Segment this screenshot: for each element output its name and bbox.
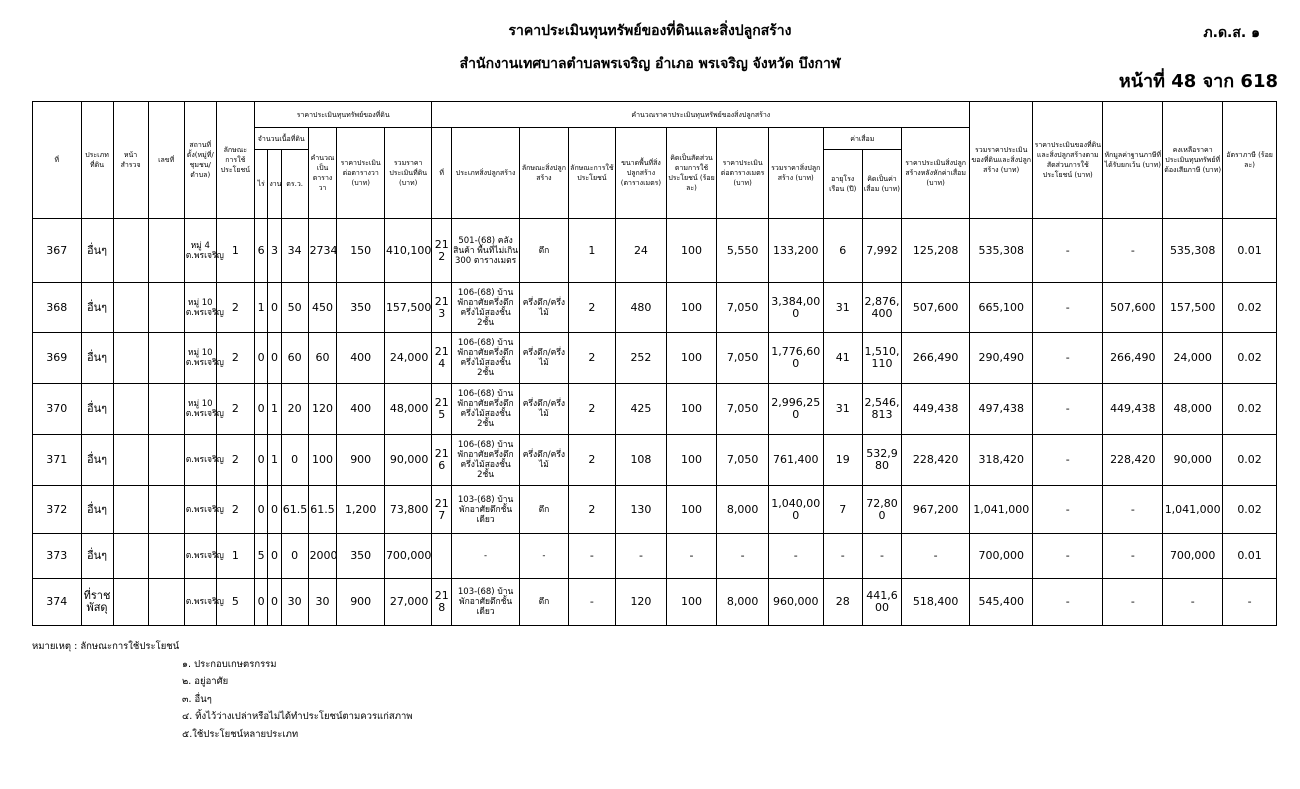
row-age: 7: [823, 486, 862, 534]
row-number: [148, 486, 184, 534]
row-total: 545,400: [970, 579, 1033, 626]
row-bldg-no: 214: [432, 333, 452, 384]
col-bldg-no: ที่: [432, 128, 452, 219]
col-group-area: จำนวนเนื้อที่ดิน: [254, 128, 308, 150]
col-ngan: งาน: [268, 150, 281, 219]
row-rai: 0: [254, 579, 267, 626]
row-bldg-area: 108: [616, 435, 667, 486]
row-rai: 0: [254, 384, 267, 435]
row-use-ratio: 100: [666, 384, 717, 435]
row-bldg-character: ครึ่งตึก/ครึ่งไม้: [520, 384, 569, 435]
table-row: [33, 486, 1277, 534]
col-bldg-use: ลักษณะการใช้ประโยชน์: [568, 128, 615, 219]
row-sqwa: 0: [281, 435, 308, 486]
row-tax-rate: 0.01: [1223, 534, 1277, 579]
row-bldg-use: 2: [568, 486, 615, 534]
col-group-building-price: คำนวณราคาประเมินทุนทรัพย์ของสิ่งปลูกสร้าง: [432, 102, 970, 128]
row-price-per-sqwa: 150: [337, 219, 384, 283]
row-price-per-sqm: 5,550: [717, 219, 769, 283]
row-dep-amount: 7,992: [862, 219, 901, 283]
row-no: 372: [33, 486, 82, 534]
row-taxable: -: [1163, 579, 1223, 626]
row-bldg-use: -: [568, 534, 615, 579]
row-sqwa: 20: [281, 384, 308, 435]
row-land-type: อื่นๆ: [81, 384, 113, 435]
row-total: 665,100: [970, 283, 1033, 333]
col-sqwa: ตร.ว.: [281, 150, 308, 219]
row-dep-amount: 441,600: [862, 579, 901, 626]
col-taxable: คงเหลือราคาประเมินทุนทรัพย์ที่ต้องเสียภาษี (บาท): [1163, 102, 1223, 219]
row-bldg-use: 2: [568, 283, 615, 333]
row-calc-sqwa: 60: [308, 333, 337, 384]
row-tax-rate: 0.02: [1223, 333, 1277, 384]
row-ratio-price: -: [1033, 435, 1103, 486]
table-row: [33, 435, 1277, 486]
row-deduction: 507,600: [1103, 283, 1163, 333]
row-bldg-after-dep: -: [902, 534, 970, 579]
row-bldg-use: -: [568, 579, 615, 626]
row-taxable: 157,500: [1163, 283, 1223, 333]
row-location: ต.พรเจริญ: [184, 435, 216, 486]
row-total: 1,041,000: [970, 486, 1033, 534]
row-price-per-sqm: 8,000: [717, 486, 769, 534]
row-dep-amount: -: [862, 534, 901, 579]
note-item: ๓. อื่นๆ: [182, 693, 212, 705]
row-bldg-total: 761,400: [768, 435, 823, 486]
row-taxable: 48,000: [1163, 384, 1223, 435]
col-price-per-sqm: ราคาประเมินต่อตารางเมตร (บาท): [717, 128, 769, 219]
row-age: -: [823, 534, 862, 579]
row-no: 368: [33, 283, 82, 333]
row-bldg-character: ตึก: [520, 219, 569, 283]
row-bldg-no: 216: [432, 435, 452, 486]
row-bldg-type: 501-(68) คลังสินค้า พื้นที่ไม่เกิน 300 ตารางเมตร: [452, 219, 520, 283]
page-indicator: หน้าที่ 48 จาก 618: [1118, 71, 1278, 92]
row-bldg-total: 133,200: [768, 219, 823, 283]
row-no: 367: [33, 219, 82, 283]
notes-label: หมายเหตุ : ลักษณะการใช้ประโยชน์: [32, 641, 180, 652]
row-deduction: 228,420: [1103, 435, 1163, 486]
row-ngan: 0: [268, 333, 281, 384]
row-total: 497,438: [970, 384, 1033, 435]
row-sqwa: 34: [281, 219, 308, 283]
row-bldg-total: -: [768, 534, 823, 579]
row-sqwa: 61.5: [281, 486, 308, 534]
col-use-ratio: คิดเป็นสัดส่วนตามการใช้ประโยชน์ (ร้อยละ): [666, 128, 717, 219]
row-no: 374: [33, 579, 82, 626]
row-bldg-after-dep: 266,490: [902, 333, 970, 384]
row-ratio-price: -: [1033, 486, 1103, 534]
row-bldg-area: 425: [616, 384, 667, 435]
row-bldg-type: 106-(68) บ้านพักอาศัยครึ่งตึกครึ่งไม้สองชั้น 2ชั้น: [452, 283, 520, 333]
row-bldg-character: ครึ่งตึก/ครึ่งไม้: [520, 283, 569, 333]
row-bldg-type: 103-(68) บ้านพักอาศัยตึกชั้นเดียว: [452, 579, 520, 626]
row-price-per-sqm: 7,050: [717, 283, 769, 333]
row-deduction: 449,438: [1103, 384, 1163, 435]
assessment-table: [32, 101, 1277, 626]
col-location: สถานที่ตั้ง(หมู่ที่/ชุมชน/ตำบล): [184, 102, 216, 219]
row-ratio-price: -: [1033, 579, 1103, 626]
row-land-type: อื่นๆ: [81, 534, 113, 579]
row-tax-rate: 0.01: [1223, 219, 1277, 283]
note-item: ๒. อยู่อาศัย: [182, 676, 229, 688]
row-bldg-use: 1: [568, 219, 615, 283]
row-land-total: 90,000: [384, 435, 431, 486]
row-land-type: อื่นๆ: [81, 486, 113, 534]
row-bldg-total: 2,996,250: [768, 384, 823, 435]
row-ngan: 0: [268, 486, 281, 534]
col-land-type: ประเภทที่ดิน: [81, 102, 113, 219]
row-bldg-character: ครึ่งตึก/ครึ่งไม้: [520, 435, 569, 486]
row-ngan: 1: [268, 435, 281, 486]
row-sqwa: 50: [281, 283, 308, 333]
row-use-ratio: 100: [666, 333, 717, 384]
row-deduction: -: [1103, 486, 1163, 534]
row-use-ratio: 100: [666, 579, 717, 626]
row-taxable: 24,000: [1163, 333, 1223, 384]
row-use: 2: [216, 333, 254, 384]
row-rai: 5: [254, 534, 267, 579]
row-bldg-type: 106-(68) บ้านพักอาศัยครึ่งตึกครึ่งไม้สองชั้น 2ชั้น: [452, 333, 520, 384]
row-bldg-type: 106-(68) บ้านพักอาศัยครึ่งตึกครึ่งไม้สองชั้น 2ชั้น: [452, 435, 520, 486]
row-bldg-no: 215: [432, 384, 452, 435]
row-bldg-no: [432, 534, 452, 579]
row-bldg-area: 120: [616, 579, 667, 626]
row-bldg-no: 213: [432, 283, 452, 333]
row-price-per-sqwa: 900: [337, 435, 384, 486]
row-land-total: 157,500: [384, 283, 431, 333]
col-bldg-type: ประเภทสิ่งปลูกสร้าง: [452, 128, 520, 219]
row-number: [148, 283, 184, 333]
report-title: ราคาประเมินทุนทรัพย์ของที่ดินและสิ่งปลูกสร้าง: [508, 23, 792, 39]
row-age: 31: [823, 384, 862, 435]
row-use-ratio: -: [666, 534, 717, 579]
row-location: หมู่ 4 ต.พรเจริญ: [184, 219, 216, 283]
row-land-total: 27,000: [384, 579, 431, 626]
row-tax-rate: 0.02: [1223, 435, 1277, 486]
row-total: 700,000: [970, 534, 1033, 579]
row-sqwa: 60: [281, 333, 308, 384]
row-no: 370: [33, 384, 82, 435]
row-bldg-after-dep: 449,438: [902, 384, 970, 435]
note-item: ๔. ทิ้งไว้ว่างเปล่าหรือไม่ได้ทำประโยชน์ตามควรแก่สภาพ: [182, 711, 413, 723]
row-ratio-price: -: [1033, 534, 1103, 579]
table-row: [33, 534, 1277, 579]
row-total: 290,490: [970, 333, 1033, 384]
row-rai: 6: [254, 219, 267, 283]
row-price-per-sqwa: 350: [337, 534, 384, 579]
table-row: [33, 579, 1277, 626]
row-age: 19: [823, 435, 862, 486]
row-taxable: 700,000: [1163, 534, 1223, 579]
row-dep-amount: 2,546,813: [862, 384, 901, 435]
row-bldg-no: 217: [432, 486, 452, 534]
row-bldg-total: 3,384,000: [768, 283, 823, 333]
row-location: ต.พรเจริญ: [184, 579, 216, 626]
row-bldg-after-dep: 518,400: [902, 579, 970, 626]
row-bldg-no: 218: [432, 579, 452, 626]
col-bldg-area: ขนาดพื้นที่สิ่งปลูกสร้าง (ตารางเมตร): [616, 128, 667, 219]
row-price-per-sqwa: 400: [337, 384, 384, 435]
col-dep-amount: คิดเป็นค่าเสื่อม (บาท): [862, 150, 901, 219]
row-price-per-sqwa: 400: [337, 333, 384, 384]
row-tax-rate: 0.02: [1223, 283, 1277, 333]
row-dep-amount: 1,510,110: [862, 333, 901, 384]
row-location: ต.พรเจริญ: [184, 486, 216, 534]
row-calc-sqwa: 120: [308, 384, 337, 435]
col-total-land-price: รวมราคาประเมินที่ดิน (บาท): [384, 128, 431, 219]
row-bldg-area: 130: [616, 486, 667, 534]
row-taxable: 90,000: [1163, 435, 1223, 486]
row-land-total: 410,100: [384, 219, 431, 283]
row-ratio-price: -: [1033, 219, 1103, 283]
row-use-ratio: 100: [666, 486, 717, 534]
col-group-depreciation: ค่าเสื่อม: [823, 128, 901, 150]
row-use-ratio: 100: [666, 435, 717, 486]
row-use: 2: [216, 435, 254, 486]
row-land-type: อื่นๆ: [81, 283, 113, 333]
row-dep-amount: 532,980: [862, 435, 901, 486]
col-bldg-total: รวมราคาสิ่งปลูกสร้าง (บาท): [768, 128, 823, 219]
row-rai: 0: [254, 486, 267, 534]
row-tax-rate: -: [1223, 579, 1277, 626]
row-bldg-total: 1,776,600: [768, 333, 823, 384]
col-ratio-price: ราคาประเมินของที่ดินและสิ่งปลูกสร้างตามสัดส่วนการใช้ประโยชน์ (บาท): [1033, 102, 1103, 219]
row-no: 369: [33, 333, 82, 384]
col-calc-sqwa: คำนวณเป็นตารางวา: [308, 128, 337, 219]
row-survey: [113, 579, 148, 626]
row-age: 6: [823, 219, 862, 283]
row-land-type: ที่ราชพัสดุ: [81, 579, 113, 626]
row-rai: 0: [254, 333, 267, 384]
row-survey: [113, 219, 148, 283]
row-price-per-sqwa: 350: [337, 283, 384, 333]
row-ratio-price: -: [1033, 333, 1103, 384]
row-sqwa: 0: [281, 534, 308, 579]
row-bldg-total: 960,000: [768, 579, 823, 626]
row-bldg-character: -: [520, 534, 569, 579]
row-land-total: 48,000: [384, 384, 431, 435]
col-number: เลขที่: [148, 102, 184, 219]
col-rai: ไร่: [254, 150, 267, 219]
row-tax-rate: 0.02: [1223, 486, 1277, 534]
row-tax-rate: 0.02: [1223, 384, 1277, 435]
row-land-total: 73,800: [384, 486, 431, 534]
row-ngan: 0: [268, 579, 281, 626]
row-calc-sqwa: 2000: [308, 534, 337, 579]
row-rai: 0: [254, 435, 267, 486]
row-no: 373: [33, 534, 82, 579]
row-use: 1: [216, 534, 254, 579]
row-age: 41: [823, 333, 862, 384]
row-taxable: 535,308: [1163, 219, 1223, 283]
table-row: [33, 219, 1277, 283]
row-ratio-price: -: [1033, 283, 1103, 333]
row-survey: [113, 333, 148, 384]
col-no: ที่: [33, 102, 82, 219]
row-number: [148, 384, 184, 435]
row-bldg-character: ตึก: [520, 486, 569, 534]
row-use: 2: [216, 384, 254, 435]
row-number: [148, 435, 184, 486]
row-deduction: -: [1103, 534, 1163, 579]
row-dep-amount: 72,800: [862, 486, 901, 534]
row-number: [148, 534, 184, 579]
report-subtitle: สำนักงานเทศบาลตำบลพรเจริญ อำเภอ พรเจริญ จังหวัด บึงกาฬ: [459, 56, 841, 72]
col-use-type: ลักษณะการใช้ประโยชน์: [216, 102, 254, 219]
table-row: [33, 283, 1277, 333]
col-deduction: หักมูลค่าฐานภาษีที่ได้รับยกเว้น (บาท): [1103, 102, 1163, 219]
row-survey: [113, 384, 148, 435]
row-dep-amount: 2,876,400: [862, 283, 901, 333]
row-no: 371: [33, 435, 82, 486]
row-age: 31: [823, 283, 862, 333]
row-calc-sqwa: 100: [308, 435, 337, 486]
col-tax-rate: อัตราภาษี (ร้อยละ): [1223, 102, 1277, 219]
row-bldg-type: 103-(68) บ้านพักอาศัยตึกชั้นเดียว: [452, 486, 520, 534]
col-group-land-price: ราคาประเมินทุนทรัพย์ของที่ดิน: [254, 102, 432, 128]
row-use-ratio: 100: [666, 219, 717, 283]
row-location: หมู่ 10 ต.พรเจริญ: [184, 384, 216, 435]
row-price-per-sqm: 7,050: [717, 384, 769, 435]
row-total: 318,420: [970, 435, 1033, 486]
row-age: 28: [823, 579, 862, 626]
row-deduction: -: [1103, 219, 1163, 283]
row-ngan: 0: [268, 534, 281, 579]
row-survey: [113, 534, 148, 579]
row-survey: [113, 283, 148, 333]
table-row: [33, 384, 1277, 435]
row-ngan: 0: [268, 283, 281, 333]
row-calc-sqwa: 30: [308, 579, 337, 626]
row-deduction: -: [1103, 579, 1163, 626]
row-ngan: 1: [268, 384, 281, 435]
row-bldg-use: 2: [568, 384, 615, 435]
col-survey: หน้าสำรวจ: [113, 102, 148, 219]
row-bldg-area: -: [616, 534, 667, 579]
row-use: 2: [216, 486, 254, 534]
row-location: หมู่ 10 ต.พรเจริญ: [184, 283, 216, 333]
row-use: 2: [216, 283, 254, 333]
row-land-type: อื่นๆ: [81, 333, 113, 384]
row-bldg-use: 2: [568, 333, 615, 384]
col-bldg-character: ลักษณะสิ่งปลูกสร้าง: [520, 128, 569, 219]
row-calc-sqwa: 2734: [308, 219, 337, 283]
row-bldg-type: 106-(68) บ้านพักอาศัยครึ่งตึกครึ่งไม้สองชั้น 2ชั้น: [452, 384, 520, 435]
row-sqwa: 30: [281, 579, 308, 626]
note-item: ๕.ใช้ประโยชน์หลายประเภท: [182, 728, 299, 740]
row-use: 1: [216, 219, 254, 283]
row-bldg-character: ครึ่งตึก/ครึ่งไม้: [520, 333, 569, 384]
row-use-ratio: 100: [666, 283, 717, 333]
row-number: [148, 579, 184, 626]
row-price-per-sqwa: 900: [337, 579, 384, 626]
row-price-per-sqwa: 1,200: [337, 486, 384, 534]
row-bldg-area: 24: [616, 219, 667, 283]
row-price-per-sqm: 8,000: [717, 579, 769, 626]
note-item: ๑. ประกอบเกษตรกรรม: [182, 658, 277, 670]
row-bldg-after-dep: 125,208: [902, 219, 970, 283]
row-bldg-character: ตึก: [520, 579, 569, 626]
row-land-total: 700,000: [384, 534, 431, 579]
footnotes: [32, 638, 413, 744]
row-calc-sqwa: 450: [308, 283, 337, 333]
row-price-per-sqm: 7,050: [717, 333, 769, 384]
row-bldg-area: 252: [616, 333, 667, 384]
row-price-per-sqm: 7,050: [717, 435, 769, 486]
table-row: [33, 333, 1277, 384]
row-rai: 1: [254, 283, 267, 333]
row-total: 535,308: [970, 219, 1033, 283]
row-land-total: 24,000: [384, 333, 431, 384]
row-ratio-price: -: [1033, 384, 1103, 435]
row-land-type: อื่นๆ: [81, 435, 113, 486]
col-bldg-after-dep: ราคาประเมินสิ่งปลูกสร้างหลังหักค่าเสื่อม (บาท): [902, 128, 970, 219]
row-bldg-after-dep: 228,420: [902, 435, 970, 486]
row-land-type: อื่นๆ: [81, 219, 113, 283]
form-code: ภ.ด.ส. ๑: [1203, 25, 1260, 41]
row-bldg-total: 1,040,000: [768, 486, 823, 534]
col-total-land-bldg: รวมราคาประเมินของที่ดินและสิ่งปลูกสร้าง (บาท): [970, 102, 1033, 219]
row-bldg-area: 480: [616, 283, 667, 333]
row-bldg-after-dep: 507,600: [902, 283, 970, 333]
row-number: [148, 219, 184, 283]
row-location: หมู่ 10 ต.พรเจริญ: [184, 333, 216, 384]
row-ngan: 3: [268, 219, 281, 283]
row-deduction: 266,490: [1103, 333, 1163, 384]
col-price-per-sqwa: ราคาประเมินต่อตารางวา (บาท): [337, 128, 384, 219]
row-bldg-type: -: [452, 534, 520, 579]
row-survey: [113, 486, 148, 534]
row-bldg-use: 2: [568, 435, 615, 486]
row-taxable: 1,041,000: [1163, 486, 1223, 534]
row-bldg-no: 212: [432, 219, 452, 283]
row-number: [148, 333, 184, 384]
row-bldg-after-dep: 967,200: [902, 486, 970, 534]
row-location: ต.พรเจริญ: [184, 534, 216, 579]
row-price-per-sqm: -: [717, 534, 769, 579]
col-age: อายุโรงเรือน (ปี): [823, 150, 862, 219]
row-survey: [113, 435, 148, 486]
row-use: 5: [216, 579, 254, 626]
row-calc-sqwa: 61.5: [308, 486, 337, 534]
